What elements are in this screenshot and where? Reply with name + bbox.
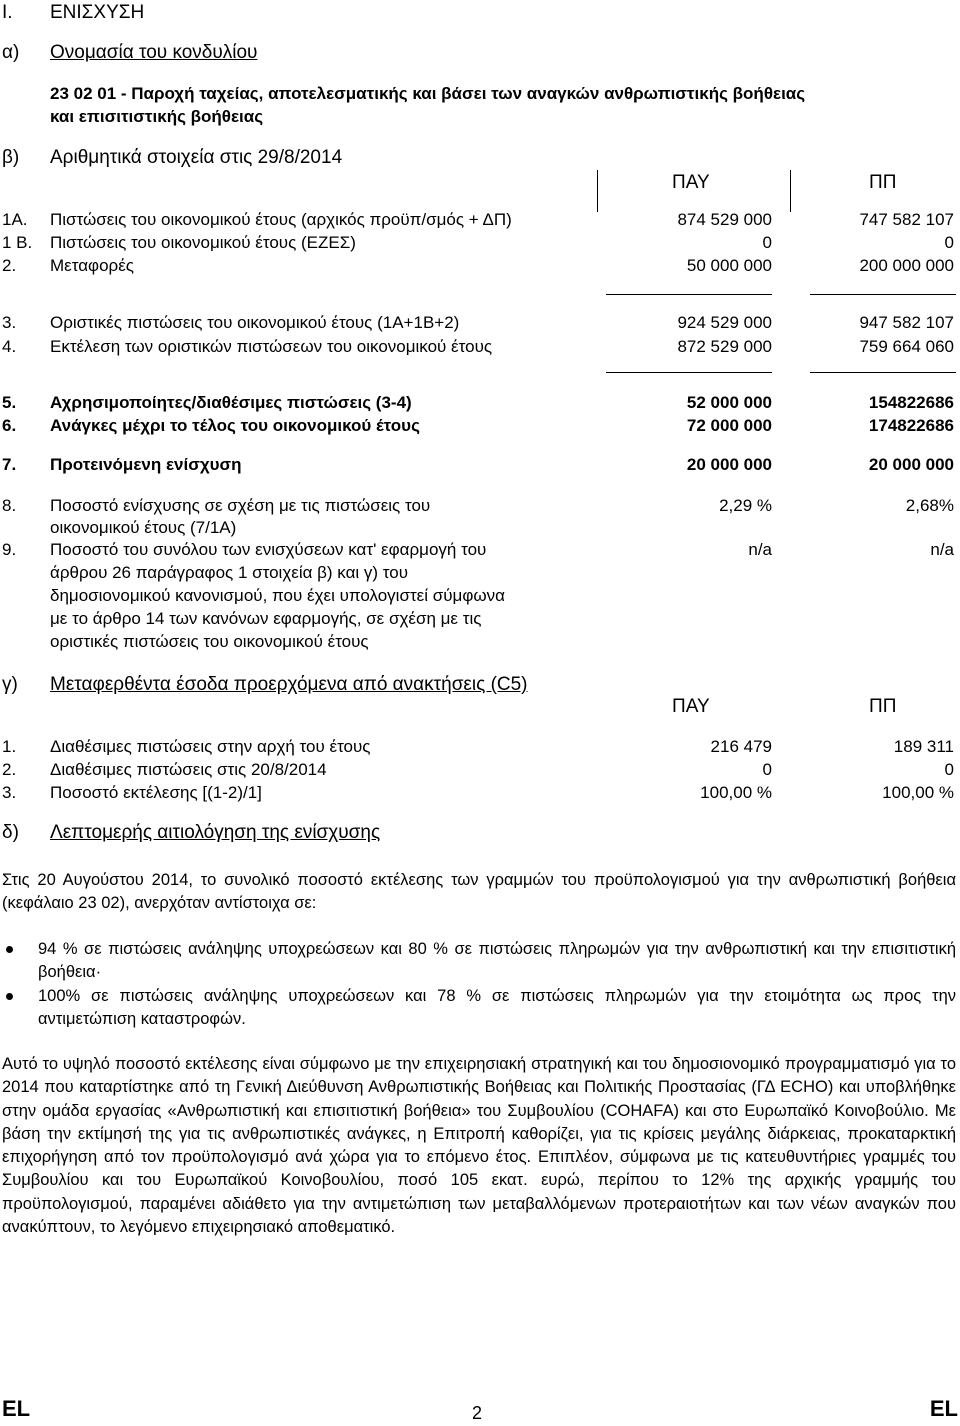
row-label-cont: οικονομικού έτους (7/1A) — [50, 518, 237, 537]
budget-line-title: 23 02 01 - Παροχή ταχείας, αποτελεσματικής και βάσει των αναγκών ανθρωπιστικής βοήθειας — [50, 84, 806, 103]
budget-line-title-cont: και επισιτιστικής βοήθειας — [50, 107, 264, 126]
row-value-pay: 0 — [762, 233, 772, 252]
row-label: Ανάγκες μέχρι το τέλος του οικονομικού έτους — [50, 416, 420, 435]
bullet-icon — [6, 946, 13, 953]
row-value-pay: 2,29 % — [719, 496, 772, 515]
row-label: Ποσοστό του συνόλου των ενισχύσεων κατ' εφαρμογή του — [50, 540, 487, 559]
row-number: 6. — [2, 416, 17, 435]
row-value-pay: 20 000 000 — [686, 455, 772, 474]
section-a-heading: Ονομασία του κονδυλίου — [50, 42, 258, 63]
row-label-cont: με το άρθρο 14 των κανόνων εφαρμογής, σε σχέση με τις — [50, 609, 482, 628]
row-number: 4. — [2, 337, 17, 356]
row-value-pay: 50 000 000 — [686, 256, 772, 275]
row-label-cont: άρθρου 26 παράγραφος 1 στοιχεία β) και γ) του — [50, 563, 409, 582]
column-divider-right — [790, 170, 791, 212]
row-value-pp: n/a — [930, 540, 954, 559]
row-number: 9. — [2, 540, 17, 559]
row-number: 1. — [2, 737, 17, 756]
row-value-pay: 924 529 000 — [677, 313, 772, 332]
row-value-pp: 759 664 060 — [859, 337, 954, 356]
section-number: I. — [2, 2, 13, 23]
section-b-heading: Αριθμητικά στοιχεία στις 29/8/2014 — [50, 147, 343, 168]
row-value-pp: 0 — [944, 233, 954, 252]
row-label: Ποσοστό ενίσχυσης σε σχέση με τις πιστώσεις του — [50, 496, 431, 515]
row-label-cont: δημοσιονομικού κανονισμού, που έχει υπολογιστεί σύμφωνα — [50, 586, 505, 605]
section-d-label: δ) — [2, 822, 19, 843]
section-a-label: α) — [2, 42, 20, 63]
row-number: 7. — [2, 455, 17, 474]
list-item: 94 % σε πιστώσεις ανάληψης υποχρεώσεων και 80 % σε πιστώσεις πληρωμών για την ανθρωπιστική και την επισιτιστική βοήθεια· — [38, 940, 956, 982]
sum-rule-pay — [606, 372, 772, 373]
footer-language-left: EL — [2, 1396, 31, 1421]
list-item: 100% σε πιστώσεις ανάληψης υποχρεώσεων και 78 % σε πιστώσεις πληρωμών για την ετοιμότητα ως προς την αντιμετώπιση καταστροφών. — [38, 987, 956, 1029]
col-header-pay: ΠΑΥ — [672, 696, 710, 717]
row-value-pay: 52 000 000 — [686, 393, 772, 412]
col-header-pp: ΠΠ — [869, 696, 897, 717]
section-title: ΕΝΙΣΧΥΣΗ — [50, 2, 145, 23]
row-label: Προτεινόμενη ενίσχυση — [50, 455, 242, 474]
row-value-pp: 2,68% — [905, 496, 954, 515]
sum-rule-pp — [810, 294, 956, 295]
row-value-pay: 100,00 % — [700, 783, 772, 802]
row-label: Εκτέλεση των οριστικών πιστώσεων του οικονομικού έτους — [50, 337, 493, 356]
row-value-pp: 200 000 000 — [859, 256, 954, 275]
row-number: 2. — [2, 256, 17, 275]
sum-rule-pp — [810, 372, 956, 373]
section-b-label: β) — [2, 147, 20, 168]
section-d-heading: Λεπτομερής αιτιολόγηση της ενίσχυσης — [50, 822, 381, 843]
row-value-pp: 189 311 — [893, 737, 954, 756]
row-number: 1 B. — [2, 233, 33, 252]
row-label: Ποσοστό εκτέλεσης [(1-2)/1] — [50, 783, 262, 802]
row-value-pay: 872 529 000 — [677, 337, 772, 356]
row-value-pay: 216 479 — [710, 737, 772, 756]
row-number: 3. — [2, 313, 17, 332]
row-number: 3. — [2, 783, 17, 802]
row-value-pay: 72 000 000 — [686, 416, 772, 435]
row-value-pp: 154822686 — [868, 393, 954, 412]
row-value-pay: 0 — [762, 760, 772, 779]
row-number: 1A. — [2, 210, 28, 229]
row-label: Πιστώσεις του οικονομικού έτους (αρχικός προϋπ/σμός + ΔΠ) — [50, 210, 512, 229]
row-label: Αχρησιμοποίητες/διαθέσιμες πιστώσεις (3-4) — [50, 393, 412, 412]
row-value-pp: 947 582 107 — [859, 313, 954, 332]
row-label-cont: οριστικές πιστώσεις του οικονομικού έτους — [50, 632, 369, 651]
row-value-pay: 874 529 000 — [677, 210, 772, 229]
section-c-label: γ) — [2, 674, 18, 695]
justification-paragraph: Στις 20 Αυγούστου 2014, το συνολικό ποσοστό εκτέλεσης των γραμμών του προϋπολογισμού για την ανθρωπιστική βοήθεια (κεφάλαιο 23 02), ανερχόταν αντίστοιχα σε: — [2, 871, 956, 913]
row-value-pp: 20 000 000 — [868, 455, 954, 474]
footer-language-right: EL — [929, 1396, 958, 1421]
row-value-pay: n/a — [748, 540, 772, 559]
page-number: 2 — [472, 1403, 483, 1423]
row-value-pp: 100,00 % — [882, 783, 954, 802]
row-value-pp: 0 — [944, 760, 954, 779]
row-number: 8. — [2, 496, 17, 515]
row-number: 2. — [2, 760, 17, 779]
row-value-pp: 174822686 — [868, 416, 954, 435]
row-label: Μεταφορές — [50, 256, 134, 275]
row-label: Πιστώσεις του οικονομικού έτους (ΕΖΕΣ) — [50, 233, 356, 252]
row-number: 5. — [2, 393, 17, 412]
bullet-icon — [6, 993, 13, 1000]
col-header-pp: ΠΠ — [869, 172, 897, 193]
col-header-pay: ΠΑΥ — [672, 172, 710, 193]
section-c-heading: Μεταφερθέντα έσοδα προερχόμενα από ανακτήσεις (C5) — [50, 674, 528, 695]
column-divider-left — [597, 170, 598, 212]
row-label: Διαθέσιμες πιστώσεις στις 20/8/2014 — [50, 760, 327, 779]
sum-rule-pay — [606, 294, 772, 295]
justification-paragraph: Αυτό το υψηλό ποσοστό εκτέλεσης είναι σύμφωνο με την επιχειρησιακή στρατηγική και του δημοσιονομικό προγραμματισμό για το 2014 που καταρτίστηκε από τη Γενική Διεύθυνση Ανθρωπιστικής Βοήθειας και Πολιτικής Προστασίας (ΓΔ ECHO) και υποβλήθηκε στην ομάδα εργασίας «Ανθρωπιστική και επισιτιστική βοήθεια» του Συμβουλίου (COHAFA) και στο Ευρωπαϊκό Κοινοβούλιο. Με βάση την εκτίμησή της για τις ανθρωπιστικές ανάγκες, η Επιτροπή καθορίζει, για τις κρίσεις μεγάλης διάρκειας, προκαταρκτική επιχορήγηση από τον προϋπολογισμό ανά χώρα για το επόμενο έτος. Επιπλέον, σύμφωνα με τις κατευθυντήριες γραμμές του Συμβουλίου και του Ευρωπαϊκού Κοινοβουλίου, ποσό 105 εκατ. ευρώ, περίπου το 12% της αρχικής γραμμής του προϋπολογισμού, παραμένει αδιάθετο για την αντιμετώπιση των μεταβαλλόμενων προτεραιοτήτων και των νέων αναγκών που ανακύπτουν, το λεγόμενο επιχειρησιακό αποθεματικό. — [2, 1055, 956, 1237]
row-value-pp: 747 582 107 — [859, 210, 954, 229]
row-label: Οριστικές πιστώσεις του οικονομικού έτους (1A+1B+2) — [50, 313, 460, 332]
row-label: Διαθέσιμες πιστώσεις στην αρχή του έτους — [50, 737, 371, 756]
